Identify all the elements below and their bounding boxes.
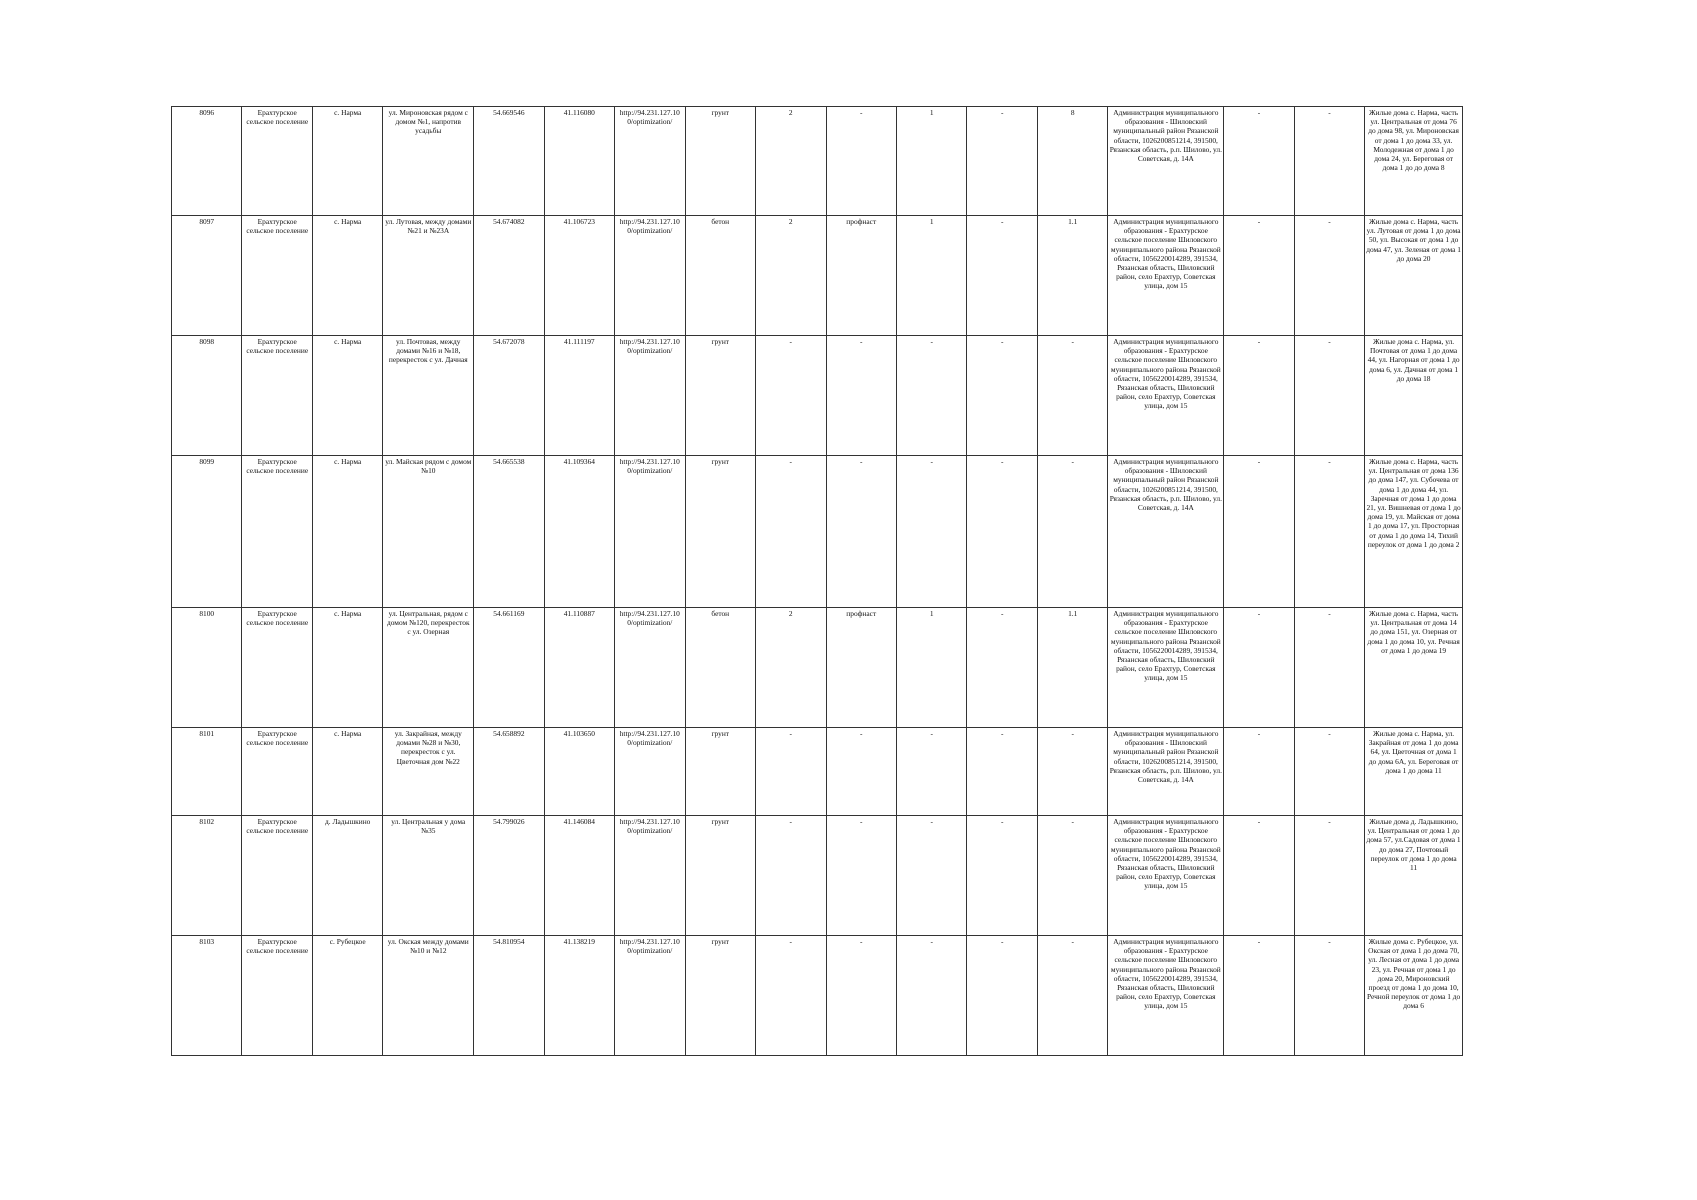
settlement-cell: Ерахтурское сельское поселение	[242, 608, 312, 728]
planned-cell: -	[967, 107, 1037, 216]
extra-cell-b: -	[1294, 336, 1364, 456]
container-count-cell: -	[756, 456, 826, 608]
row-number-cell: 8102	[172, 816, 242, 936]
row-number-cell: 8100	[172, 608, 242, 728]
table-row	[172, 936, 1463, 1056]
fence-material-cell: -	[826, 816, 896, 936]
served-houses-cell: Жилые дома с. Нарма, часть ул. Лутовая от дома 1 до дома 50, ул. Высокая от дома 1 до дома 47, ул. Зеленая от дома 1 до дома 20	[1365, 216, 1463, 336]
owner-cell: Администрация муниципального образования - Ерахтурское сельское поселение Шиловского муниципального района Рязанской области, 1056220014289, 391534, Рязанская область, Шиловский район, село Ерахтур, Советская улица, дом 15	[1108, 336, 1224, 456]
owner-cell: Администрация муниципального образования - Шиловский муниципальный район Рязанской области, 1026200851214, 391500, Рязанская область, р.п. Шилово, ул. Советская, д. 14А	[1108, 728, 1224, 816]
area-cell: 8	[1037, 107, 1107, 216]
surface-cell: грунт	[685, 936, 755, 1056]
settlement-cell: Ерахтурское сельское поселение	[242, 936, 312, 1056]
fence-material-cell: -	[826, 107, 896, 216]
locality-cell: с. Нарма	[312, 107, 382, 216]
owner-cell: Администрация муниципального образования - Шиловский муниципальный район Рязанской области, 1026200851214, 391500, Рязанская область, р.п. Шилово, ул. Советская, д. 14А	[1108, 456, 1224, 608]
longitude-cell: 41.138219	[544, 936, 614, 1056]
address-cell: ул. Окская между домами №10 и №12	[383, 936, 474, 1056]
link-cell: http://94.231.127.10 0/optimization/	[615, 936, 685, 1056]
address-cell: ул. Почтовая, между домами №16 и №18, перекресток с ул. Дачная	[383, 336, 474, 456]
latitude-cell: 54.799026	[474, 816, 544, 936]
extra-cell-a: -	[1224, 728, 1294, 816]
volume-cell: 1	[896, 608, 966, 728]
longitude-cell: 41.106723	[544, 216, 614, 336]
owner-cell: Администрация муниципального образования - Ерахтурское сельское поселение Шиловского муниципального района Рязанской области, 1056220014289, 391534, Рязанская область, Шиловский район, село Ерахтур, Советская улица, дом 15	[1108, 216, 1224, 336]
latitude-cell: 54.674082	[474, 216, 544, 336]
settlement-cell: Ерахтурское сельское поселение	[242, 216, 312, 336]
served-houses-cell: Жилые дома д. Ладышкино, ул. Центральная от дома 1 до дома 57, ул.Садовая от дома 1 до дома 27, Почтовый переулок от дома 1 до дома 11	[1365, 816, 1463, 936]
latitude-cell: 54.665538	[474, 456, 544, 608]
extra-cell-b: -	[1294, 216, 1364, 336]
row-number-cell: 8097	[172, 216, 242, 336]
container-count-cell: 2	[756, 107, 826, 216]
table-row	[172, 728, 1463, 816]
area-cell: 1.1	[1037, 216, 1107, 336]
container-sites-table	[171, 106, 1463, 1056]
container-count-cell: -	[756, 336, 826, 456]
served-houses-cell: Жилые дома с. Нарма, часть ул. Центральная от дома 136 до дома 147, ул. Субочева от дома 1 до дома 44, ул. Заречная от дома 1 до дома 21, ул. Вишневая от дома 1 до дома 19, ул. Майская от дома 1 до дома 17, ул. Просторная от дома 1 до дома 14, Тихий переулок от дома 1 до дома 2	[1365, 456, 1463, 608]
container-count-cell: -	[756, 816, 826, 936]
served-houses-cell: Жилые дома с. Рубецкое, ул. Окская от дома 1 до дома 70, ул. Лесная от дома 1 до дома 23, ул. Речная от дома 1 до дома 20, Мироновский проезд от дома 1 до дома 10, Речной переулок от дома 1 до дома 6	[1365, 936, 1463, 1056]
address-cell: ул. Закрайная, между домами №28 и №30, перекресток с ул. Цветочная дом №22	[383, 728, 474, 816]
locality-cell: д. Ладышкино	[312, 816, 382, 936]
fence-material-cell: профнаст	[826, 608, 896, 728]
latitude-cell: 54.661169	[474, 608, 544, 728]
locality-cell: с. Нарма	[312, 608, 382, 728]
address-cell: ул. Лутовая, между домами №21 и №23А	[383, 216, 474, 336]
area-cell: -	[1037, 728, 1107, 816]
row-number-cell: 8098	[172, 336, 242, 456]
link-cell: http://94.231.127.10 0/optimization/	[615, 216, 685, 336]
table-row	[172, 336, 1463, 456]
owner-cell: Администрация муниципального образования - Ерахтурское сельское поселение Шиловского муниципального района Рязанской области, 1056220014289, 391534, Рязанская область, Шиловский район, село Ерахтур, Советская улица, дом 15	[1108, 936, 1224, 1056]
settlement-cell: Ерахтурское сельское поселение	[242, 107, 312, 216]
table-row	[172, 216, 1463, 336]
row-number-cell: 8099	[172, 456, 242, 608]
surface-cell: бетон	[685, 608, 755, 728]
settlement-cell: Ерахтурское сельское поселение	[242, 816, 312, 936]
planned-cell: -	[967, 216, 1037, 336]
row-number-cell: 8103	[172, 936, 242, 1056]
volume-cell: -	[896, 728, 966, 816]
address-cell: ул. Центральная у дома №35	[383, 816, 474, 936]
longitude-cell: 41.110887	[544, 608, 614, 728]
container-count-cell: -	[756, 728, 826, 816]
extra-cell-a: -	[1224, 816, 1294, 936]
extra-cell-b: -	[1294, 728, 1364, 816]
owner-cell: Администрация муниципального образования - Ерахтурское сельское поселение Шиловского муниципального района Рязанской области, 1056220014289, 391534, Рязанская область, Шиловский район, село Ерахтур, Советская улица, дом 15	[1108, 608, 1224, 728]
served-houses-cell: Жилые дома с. Нарма, ул. Закрайная от дома 1 до дома 64, ул. Цветочная от дома 1 до дома 6А, ул. Береговая от дома 1 до дома 11	[1365, 728, 1463, 816]
longitude-cell: 41.103650	[544, 728, 614, 816]
extra-cell-a: -	[1224, 336, 1294, 456]
extra-cell-b: -	[1294, 107, 1364, 216]
longitude-cell: 41.116080	[544, 107, 614, 216]
locality-cell: с. Нарма	[312, 456, 382, 608]
owner-cell: Администрация муниципального образования - Шиловский муниципальный район Рязанской области, 1026200851214, 391500, Рязанская область, р.п. Шилово, ул. Советская, д. 14А	[1108, 107, 1224, 216]
link-cell: http://94.231.127.10 0/optimization/	[615, 336, 685, 456]
locality-cell: с. Рубецкое	[312, 936, 382, 1056]
longitude-cell: 41.109364	[544, 456, 614, 608]
owner-cell: Администрация муниципального образования - Ерахтурское сельское поселение Шиловского муниципального района Рязанской области, 1056220014289, 391534, Рязанская область, Шиловский район, село Ерахтур, Советская улица, дом 15	[1108, 816, 1224, 936]
fence-material-cell: -	[826, 936, 896, 1056]
extra-cell-b: -	[1294, 816, 1364, 936]
surface-cell: грунт	[685, 336, 755, 456]
row-number-cell: 8101	[172, 728, 242, 816]
link-cell: http://94.231.127.10 0/optimization/	[615, 107, 685, 216]
container-count-cell: 2	[756, 216, 826, 336]
address-cell: ул. Майская рядом с домом №10	[383, 456, 474, 608]
locality-cell: с. Нарма	[312, 728, 382, 816]
volume-cell: -	[896, 336, 966, 456]
table-row	[172, 608, 1463, 728]
planned-cell: -	[967, 456, 1037, 608]
settlement-cell: Ерахтурское сельское поселение	[242, 456, 312, 608]
settlement-cell: Ерахтурское сельское поселение	[242, 728, 312, 816]
link-cell: http://94.231.127.10 0/optimization/	[615, 816, 685, 936]
volume-cell: -	[896, 936, 966, 1056]
surface-cell: грунт	[685, 816, 755, 936]
fence-material-cell: профнаст	[826, 216, 896, 336]
planned-cell: -	[967, 816, 1037, 936]
area-cell: -	[1037, 456, 1107, 608]
planned-cell: -	[967, 608, 1037, 728]
link-cell: http://94.231.127.10 0/optimization/	[615, 608, 685, 728]
fence-material-cell: -	[826, 728, 896, 816]
area-cell: 1.1	[1037, 608, 1107, 728]
longitude-cell: 41.146084	[544, 816, 614, 936]
volume-cell: 1	[896, 107, 966, 216]
extra-cell-b: -	[1294, 456, 1364, 608]
fence-material-cell: -	[826, 456, 896, 608]
table-row	[172, 816, 1463, 936]
table-row	[172, 456, 1463, 608]
row-number-cell: 8096	[172, 107, 242, 216]
settlement-cell: Ерахтурское сельское поселение	[242, 336, 312, 456]
latitude-cell: 54.672078	[474, 336, 544, 456]
planned-cell: -	[967, 336, 1037, 456]
volume-cell: -	[896, 456, 966, 608]
area-cell: -	[1037, 936, 1107, 1056]
planned-cell: -	[967, 728, 1037, 816]
extra-cell-a: -	[1224, 216, 1294, 336]
extra-cell-b: -	[1294, 608, 1364, 728]
link-cell: http://94.231.127.10 0/optimization/	[615, 728, 685, 816]
locality-cell: с. Нарма	[312, 216, 382, 336]
locality-cell: с. Нарма	[312, 336, 382, 456]
surface-cell: грунт	[685, 728, 755, 816]
extra-cell-a: -	[1224, 107, 1294, 216]
surface-cell: грунт	[685, 107, 755, 216]
container-count-cell: -	[756, 936, 826, 1056]
longitude-cell: 41.111197	[544, 336, 614, 456]
extra-cell-a: -	[1224, 936, 1294, 1056]
table-row	[172, 107, 1463, 216]
latitude-cell: 54.669546	[474, 107, 544, 216]
extra-cell-b: -	[1294, 936, 1364, 1056]
area-cell: -	[1037, 336, 1107, 456]
served-houses-cell: Жилые дома с. Нарма, часть ул. Центральная от дома 14 до дома 151, ул. Озерная от дома 1 до дома 10, ул. Речная от дома 1 до дома 19	[1365, 608, 1463, 728]
served-houses-cell: Жилые дома с. Нарма, ул. Почтовая от дома 1 до дома 44, ул. Нагорная от дома 1 до дома 6, ул. Дачная от дома 1 до дома 18	[1365, 336, 1463, 456]
address-cell: ул. Мироновская рядом с домом №1, напротив усадьбы	[383, 107, 474, 216]
container-count-cell: 2	[756, 608, 826, 728]
address-cell: ул. Центральная, рядом с домом №120, перекресток с ул. Озерная	[383, 608, 474, 728]
latitude-cell: 54.810954	[474, 936, 544, 1056]
surface-cell: бетон	[685, 216, 755, 336]
planned-cell: -	[967, 936, 1037, 1056]
extra-cell-a: -	[1224, 608, 1294, 728]
fence-material-cell: -	[826, 336, 896, 456]
extra-cell-a: -	[1224, 456, 1294, 608]
link-cell: http://94.231.127.10 0/optimization/	[615, 456, 685, 608]
surface-cell: грунт	[685, 456, 755, 608]
area-cell: -	[1037, 816, 1107, 936]
served-houses-cell: Жилые дома с. Нарма, часть ул. Центральная от дома 76 до дома 98, ул. Мироновская от дома 1 до дома 33, ул. Молодежная от дома 1 до дома 24, ул. Береговая от дома 1 до до дома 8	[1365, 107, 1463, 216]
volume-cell: 1	[896, 216, 966, 336]
volume-cell: -	[896, 816, 966, 936]
latitude-cell: 54.658892	[474, 728, 544, 816]
